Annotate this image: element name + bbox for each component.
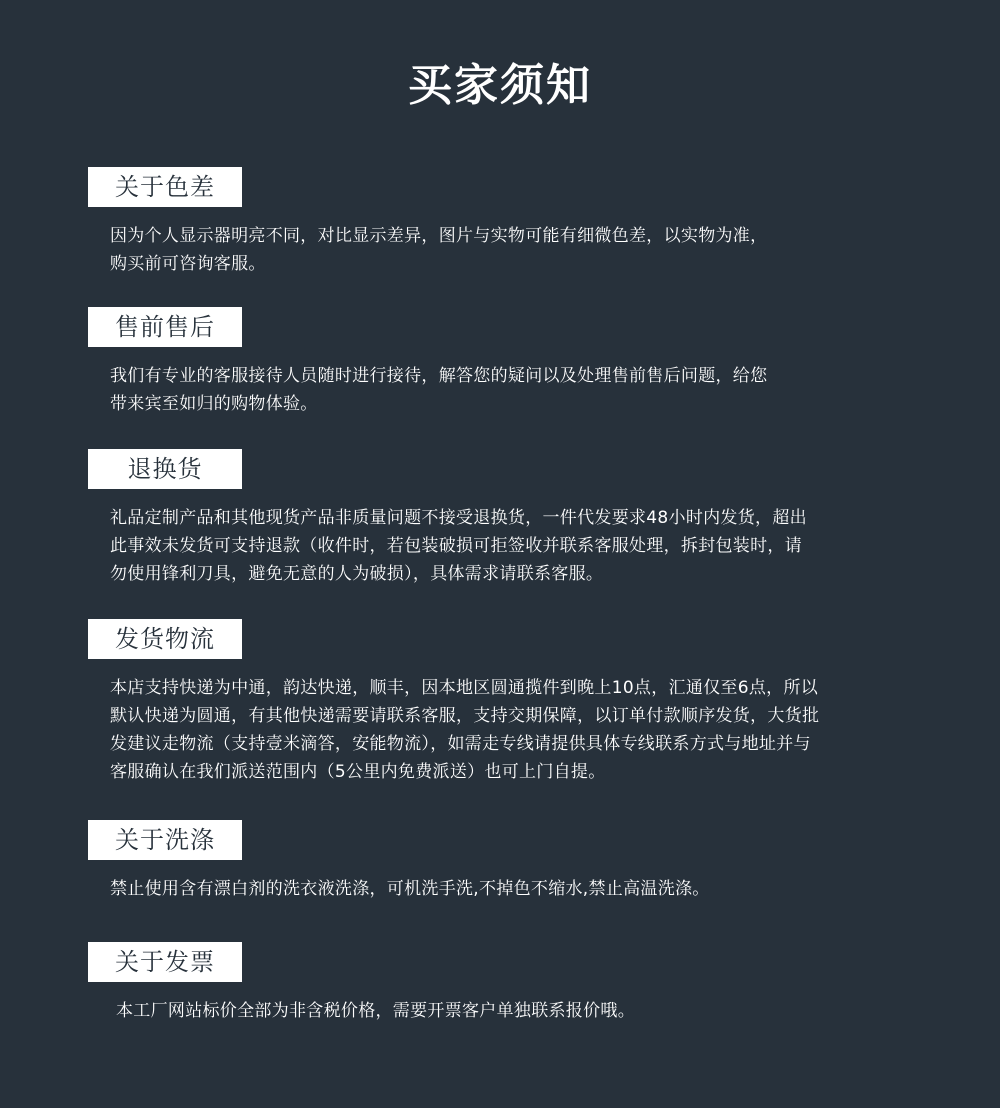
section-heading: 关于洗涤 — [88, 820, 242, 860]
section-heading: 售前售后 — [88, 307, 242, 347]
section-body — [110, 674, 960, 786]
body-line: 默认快递为圆通，有其他快递需要请联系客服，支持交期保障，以订单付款顺序发货，大货批 — [110, 706, 820, 726]
page-title: 买家须知 — [408, 60, 592, 111]
body-line: 本店支持快递为中通，韵达快递，顺丰，因本地区圆通揽件到晚上10点，汇通仅至6点，所以 — [110, 678, 819, 698]
body-line: 我们有专业的客服接待人员随时进行接待，解答您的疑问以及处理售前售后问题，给您 — [110, 366, 768, 386]
section-heading: 关于发票 — [88, 942, 242, 982]
body-line: 发建议走物流（支持壹米滴答，安能物流），如需走专线请提供具体专线联系方式与地址并与 — [110, 734, 811, 754]
body-line: 勿使用锋利刀具，避免无意的人为破损），具体需求请联系客服。 — [110, 564, 604, 584]
body-line: 购买前可咨询客服。 — [110, 254, 266, 274]
body-line: 因为个人显示器明亮不同，对比显示差异，图片与实物可能有细微色差，以实物为准， — [110, 226, 768, 246]
body-line: 此事效未发货可支持退款（收件时，若包装破损可拒签收并联系客服处理，拆封包装时，请 — [110, 536, 802, 556]
body-line: 禁止使用含有漂白剂的洗衣液洗涤，可机洗手洗,不掉色不缩水,禁止高温洗涤。 — [110, 879, 710, 899]
section-heading: 发货物流 — [88, 619, 242, 659]
body-line: 礼品定制产品和其他现货产品非质量问题不接受退换货，一件代发要求48小时内发货，超出 — [110, 508, 807, 528]
body-line: 本工厂网站标价全部为非含税价格，需要开票客户单独联系报价哦。 — [116, 1001, 635, 1021]
section-heading: 退换货 — [88, 449, 242, 489]
section-heading: 关于色差 — [88, 167, 242, 207]
section-body — [110, 222, 960, 278]
body-line: 带来宾至如归的购物体验。 — [110, 394, 318, 414]
section-body — [110, 875, 960, 903]
section-body — [110, 362, 960, 418]
body-line: 客服确认在我们派送范围内（5公里内免费派送）也可上门自提。 — [110, 762, 606, 782]
section-body — [110, 504, 960, 588]
section-body — [116, 997, 966, 1025]
